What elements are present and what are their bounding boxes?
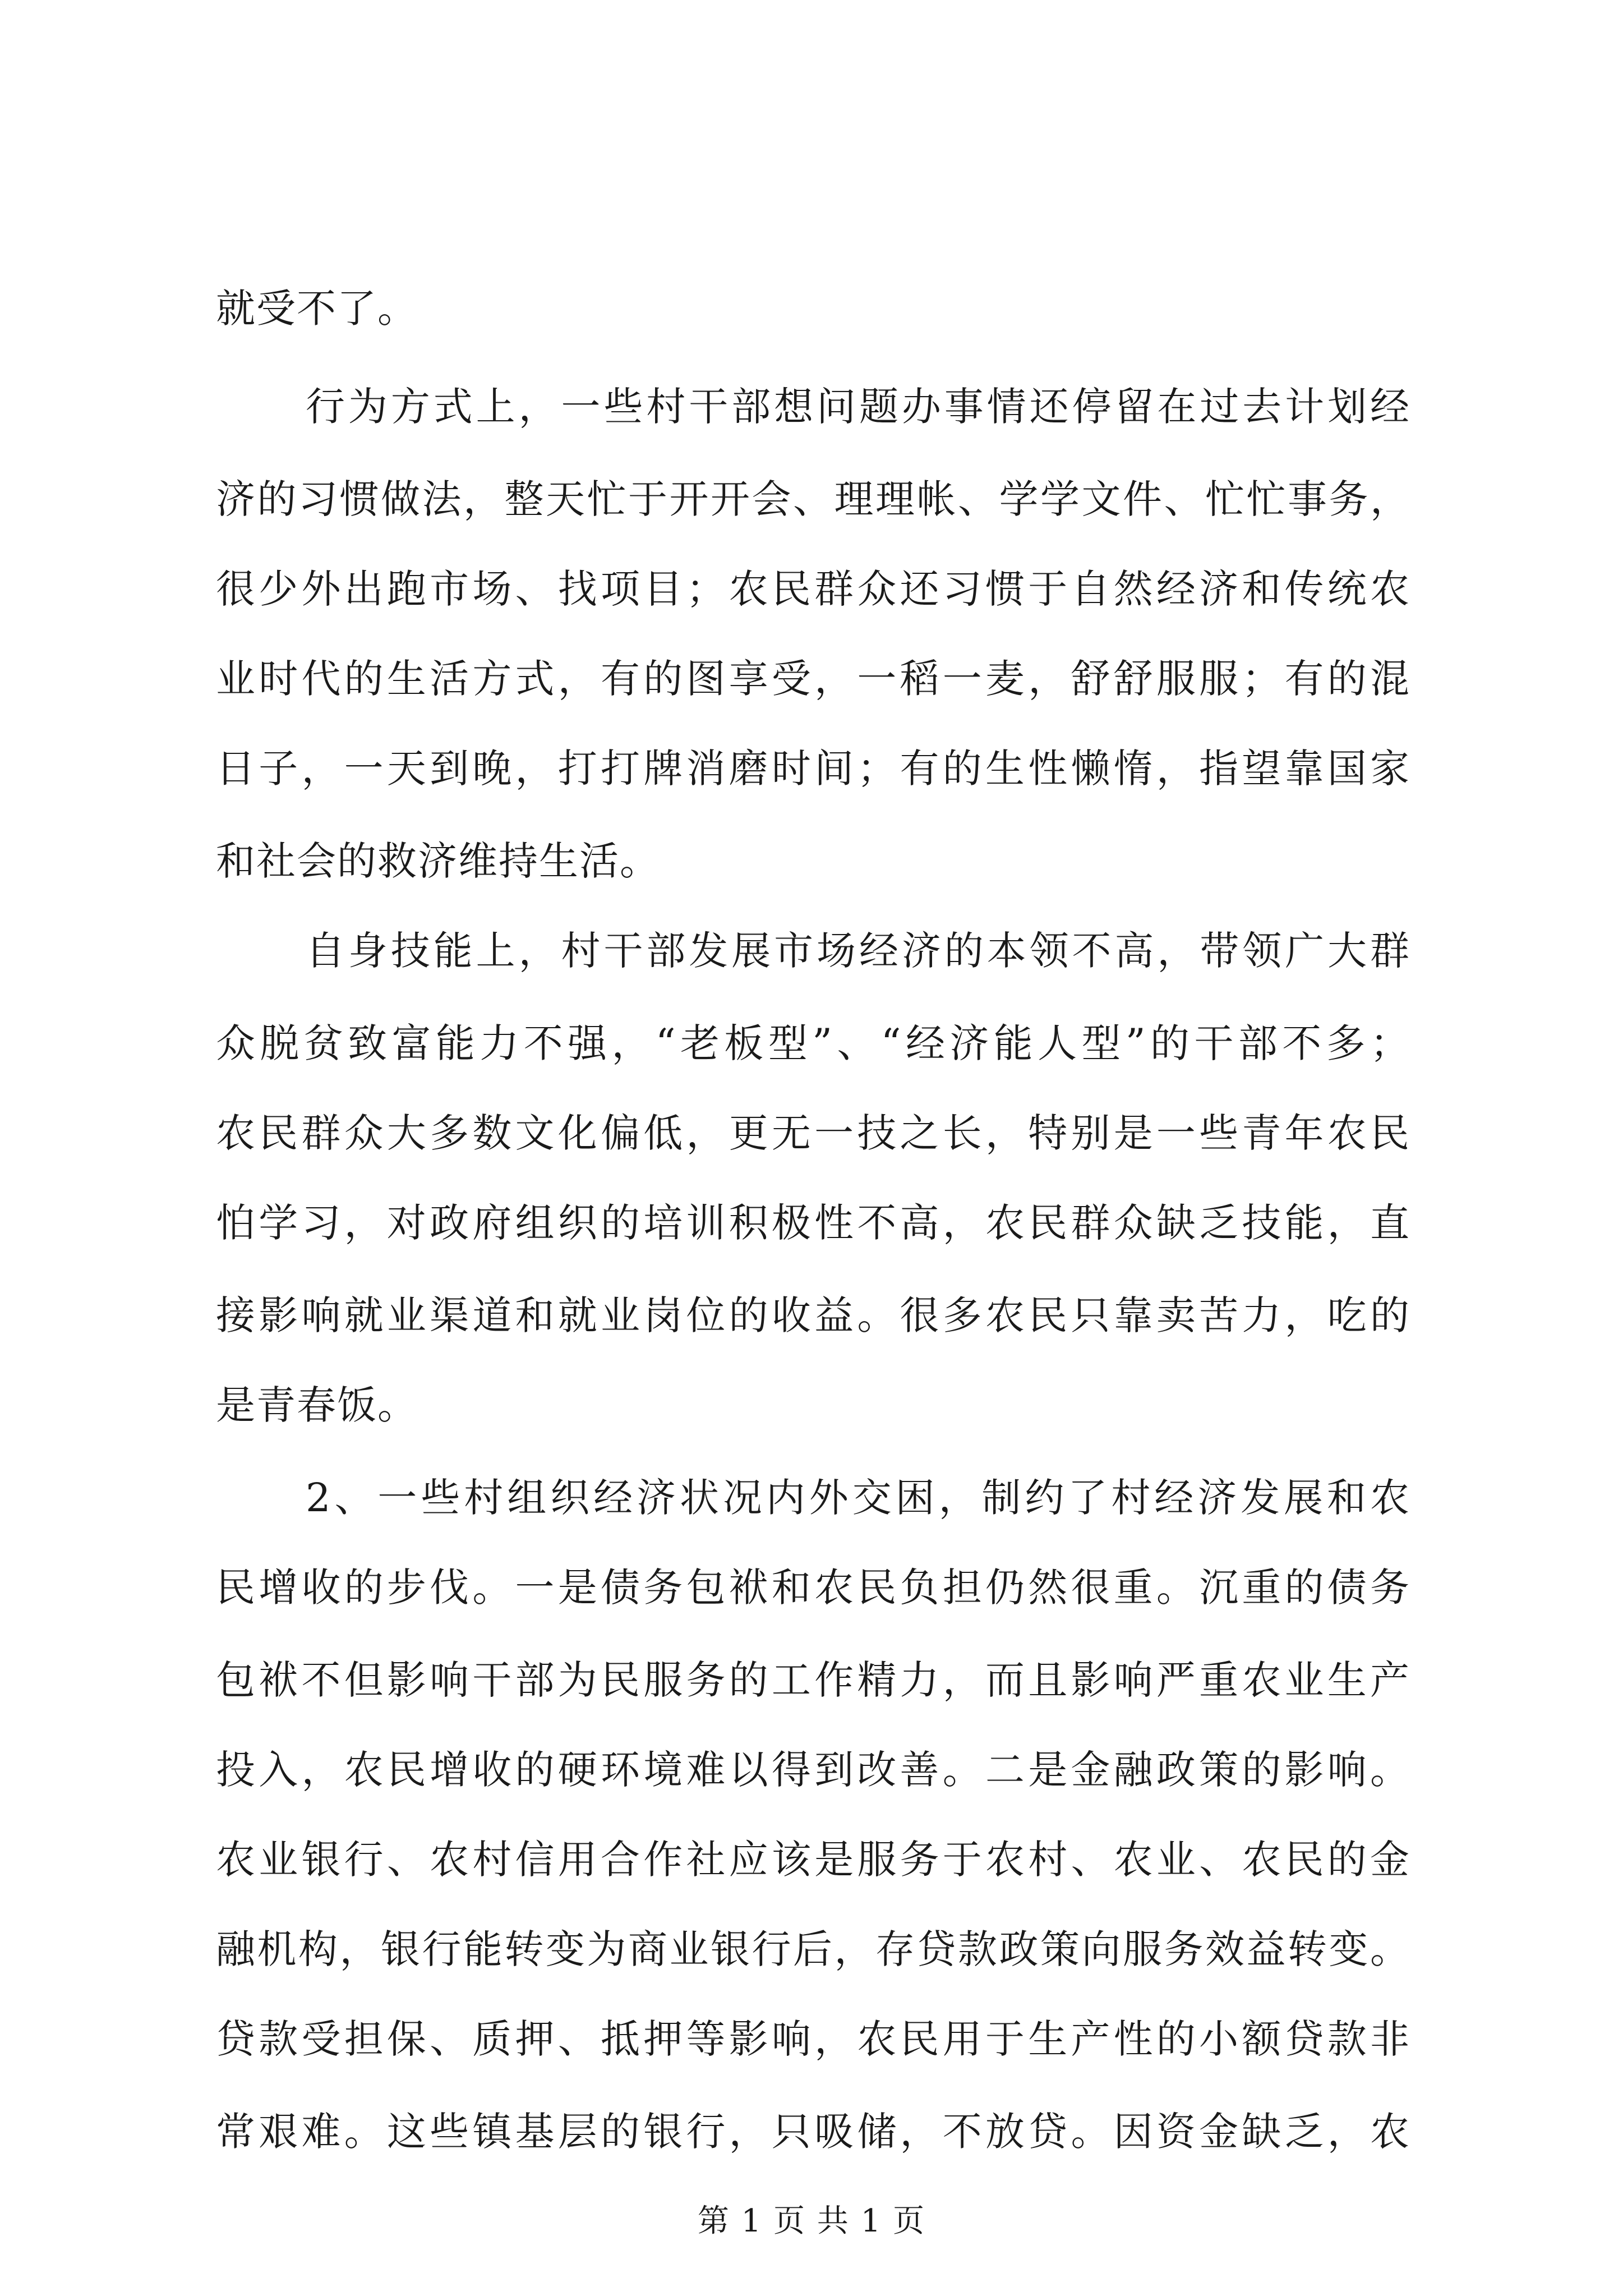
text-line: 济的习惯做法，整天忙于开开会、理理帐、学学文件、忙忙事务， [216,476,1410,522]
text-line: 怕学习，对政府组织的培训积极性不高，农民群众缺乏技能，直 [216,1200,1410,1246]
text-line: 贷款受担保、质押、抵押等影响，农民用于生产性的小额贷款非 [216,2016,1410,2062]
text-line: 常艰难。这些镇基层的银行，只吸储，不放贷。因资金缺乏，农 [216,2109,1410,2155]
text-line: 投入，农民增收的硬环境难以得到改善。二是金融政策的影响。 [216,1747,1410,1793]
text-line: 是青春饭。 [216,1382,418,1428]
text-line: 自身技能上，村干部发展市场经济的本领不高，带领广大群 [306,928,1410,974]
text-line: 众脱贫致富能力不强，“老板型”、“经济能人型”的干部不多； [216,1020,1410,1066]
text-line: 接影响就业渠道和就业岗位的收益。很多农民只靠卖苦力，吃的 [216,1292,1410,1338]
text-line: 日子，一天到晚，打打牌消磨时间；有的生性懒惰，指望靠国家 [216,746,1410,792]
text-line: 包袱不但影响干部为民服务的工作精力，而且影响严重农业生产 [216,1657,1410,1703]
text-line: 融机构，银行能转变为商业银行后，存贷款政策向服务效益转变。 [216,1926,1410,1972]
text-line: 农民群众大多数文化偏低，更无一技之长，特别是一些青年农民 [216,1110,1410,1156]
page-footer: 第 1 页 共 1 页 [697,2203,926,2239]
text-line: 和社会的救济维持生活。 [216,838,660,884]
text-line: 业时代的生活方式，有的图享受，一稻一麦，舒舒服服；有的混 [216,656,1410,702]
text-line: 行为方式上，一些村干部想问题办事情还停留在过去计划经 [306,384,1410,430]
text-line: 就受不了。 [216,286,418,332]
text-line: 民增收的步伐。一是债务包袱和农民负担仍然很重。沉重的债务 [216,1565,1410,1611]
text-line: 2、一些村组织经济状况内外交困，制约了村经济发展和农 [306,1475,1410,1521]
text-line: 很少外出跑市场、找项目；农民群众还习惯于自然经济和传统农 [216,566,1410,612]
text-line: 农业银行、农村信用合作社应该是服务于农村、农业、农民的金 [216,1837,1410,1883]
